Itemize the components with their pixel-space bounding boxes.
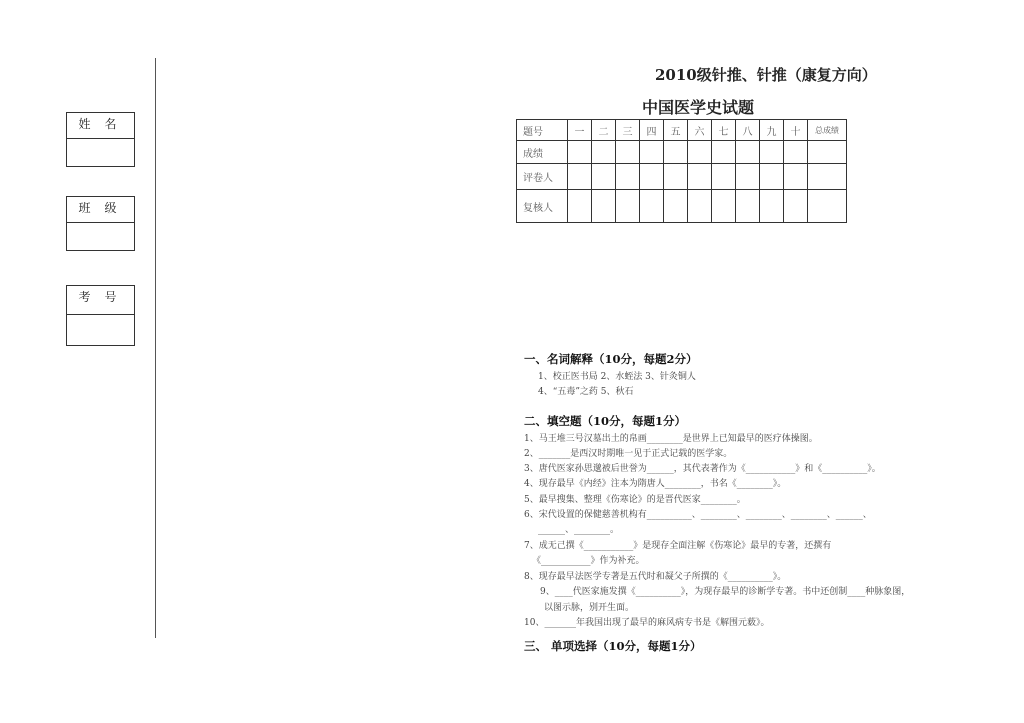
score-cell[interactable] xyxy=(616,190,640,223)
score-cell[interactable] xyxy=(616,164,640,190)
binding-line xyxy=(155,58,156,638)
section2-line: 4、现存最早《内经》注本为隋唐人________，书名《________》。 xyxy=(524,479,787,489)
section2-line: 10、_______年我国出现了最早的麻风病专书是《解围元薮》。 xyxy=(524,618,770,628)
col-label: 二 xyxy=(592,120,616,141)
exam-subject: 中国医学史试题 xyxy=(642,98,755,117)
score-cell[interactable] xyxy=(760,141,784,164)
section2-line: 9、____代医家施发撰《__________》，为现存最早的诊断学专著。书中还创制____种脉象图， xyxy=(540,587,911,597)
row-header-label: 题号 xyxy=(517,120,568,141)
score-cell[interactable] xyxy=(784,190,808,223)
score-cell[interactable] xyxy=(592,141,616,164)
score-cell[interactable] xyxy=(736,190,760,223)
class-label: 班级 xyxy=(67,197,134,223)
col-label: 六 xyxy=(688,120,712,141)
score-cell[interactable] xyxy=(712,141,736,164)
col-label: 三 xyxy=(616,120,640,141)
score-row xyxy=(517,141,847,164)
score-table-header-row xyxy=(517,120,847,141)
score-cell[interactable] xyxy=(664,141,688,164)
score-cell[interactable] xyxy=(664,164,688,190)
section2-line: 8、现存最早法医学专著是五代时和凝父子所撰的《__________》。 xyxy=(524,572,787,582)
col-label: 九 xyxy=(760,120,784,141)
section2-line: 1、马王堆三号汉墓出土的帛画________是世界上已知最早的医疗体操图。 xyxy=(524,434,818,444)
score-cell[interactable] xyxy=(784,141,808,164)
score-cell[interactable] xyxy=(568,164,592,190)
score-cell[interactable] xyxy=(688,164,712,190)
score-cell[interactable] xyxy=(592,164,616,190)
score-cell[interactable] xyxy=(568,141,592,164)
class-field[interactable] xyxy=(67,223,134,250)
score-cell[interactable] xyxy=(712,164,736,190)
section1-line: 4、“五毒”之药 5、秋石 xyxy=(538,387,634,397)
section3-heading: 三、 单项选择（10分，每题1分） xyxy=(524,639,702,653)
score-cell[interactable] xyxy=(688,190,712,223)
score-cell[interactable] xyxy=(736,141,760,164)
score-table xyxy=(516,119,847,223)
score-cell[interactable] xyxy=(784,164,808,190)
section2-line: 3、唐代医家孙思邈被后世誉为______，其代表著作为《___________》和《__________》。 xyxy=(524,464,881,474)
name-label: 姓名 xyxy=(67,113,134,139)
section2-line: 2、_______是西汉时期唯一见于正式记载的医学家。 xyxy=(524,449,733,459)
total-cell[interactable] xyxy=(808,141,847,164)
reviewer-row xyxy=(517,190,847,223)
row-label: 复核人 xyxy=(517,190,568,223)
exam-no-label: 考号 xyxy=(67,286,134,315)
exam-title: 2010级针推、针推（康复方向） xyxy=(655,66,877,84)
total-cell[interactable] xyxy=(808,164,847,190)
col-label: 五 xyxy=(664,120,688,141)
score-cell[interactable] xyxy=(760,164,784,190)
score-cell[interactable] xyxy=(736,164,760,190)
col-label: 一 xyxy=(568,120,592,141)
score-cell[interactable] xyxy=(592,190,616,223)
name-field[interactable] xyxy=(67,139,134,166)
col-label: 八 xyxy=(736,120,760,141)
total-label: 总成绩 xyxy=(808,120,847,141)
section2-line: 5、最早搜集、整理《伤寒论》的是晋代医家________。 xyxy=(524,495,746,505)
score-cell[interactable] xyxy=(760,190,784,223)
section2-line: 7、成无己撰《___________》是现存全面注解《伤寒论》最早的专著，还撰有 xyxy=(524,541,832,551)
name-box xyxy=(66,112,135,167)
score-cell[interactable] xyxy=(640,190,664,223)
score-cell[interactable] xyxy=(712,190,736,223)
section2-line: ______、________。 xyxy=(538,525,620,535)
col-label: 四 xyxy=(640,120,664,141)
score-cell[interactable] xyxy=(568,190,592,223)
section2-line: 以图示脉，别开生面。 xyxy=(544,603,635,613)
score-cell[interactable] xyxy=(664,190,688,223)
total-cell[interactable] xyxy=(808,190,847,223)
section1-heading: 一、名词解释（10分，每题2分） xyxy=(524,352,698,366)
score-cell[interactable] xyxy=(640,141,664,164)
exam-no-field[interactable] xyxy=(67,315,134,345)
section1-line: 1、校正医书局 2、水蛭法 3、针灸铜人 xyxy=(538,372,696,382)
class-box xyxy=(66,196,135,251)
score-cell[interactable] xyxy=(616,141,640,164)
col-label: 七 xyxy=(712,120,736,141)
col-label: 十 xyxy=(784,120,808,141)
score-cell[interactable] xyxy=(688,141,712,164)
section2-line: 《___________》作为补充。 xyxy=(532,556,645,566)
row-label: 成绩 xyxy=(517,141,568,164)
exam-no-box xyxy=(66,285,135,346)
section2-line: 6、宋代设置的保健慈善机构有__________、________、________、________、______、 xyxy=(524,510,872,520)
score-cell[interactable] xyxy=(640,164,664,190)
grader-row xyxy=(517,164,847,190)
section2-heading: 二、填空题（10分，每题1分） xyxy=(524,414,687,428)
row-label: 评卷人 xyxy=(517,164,568,190)
